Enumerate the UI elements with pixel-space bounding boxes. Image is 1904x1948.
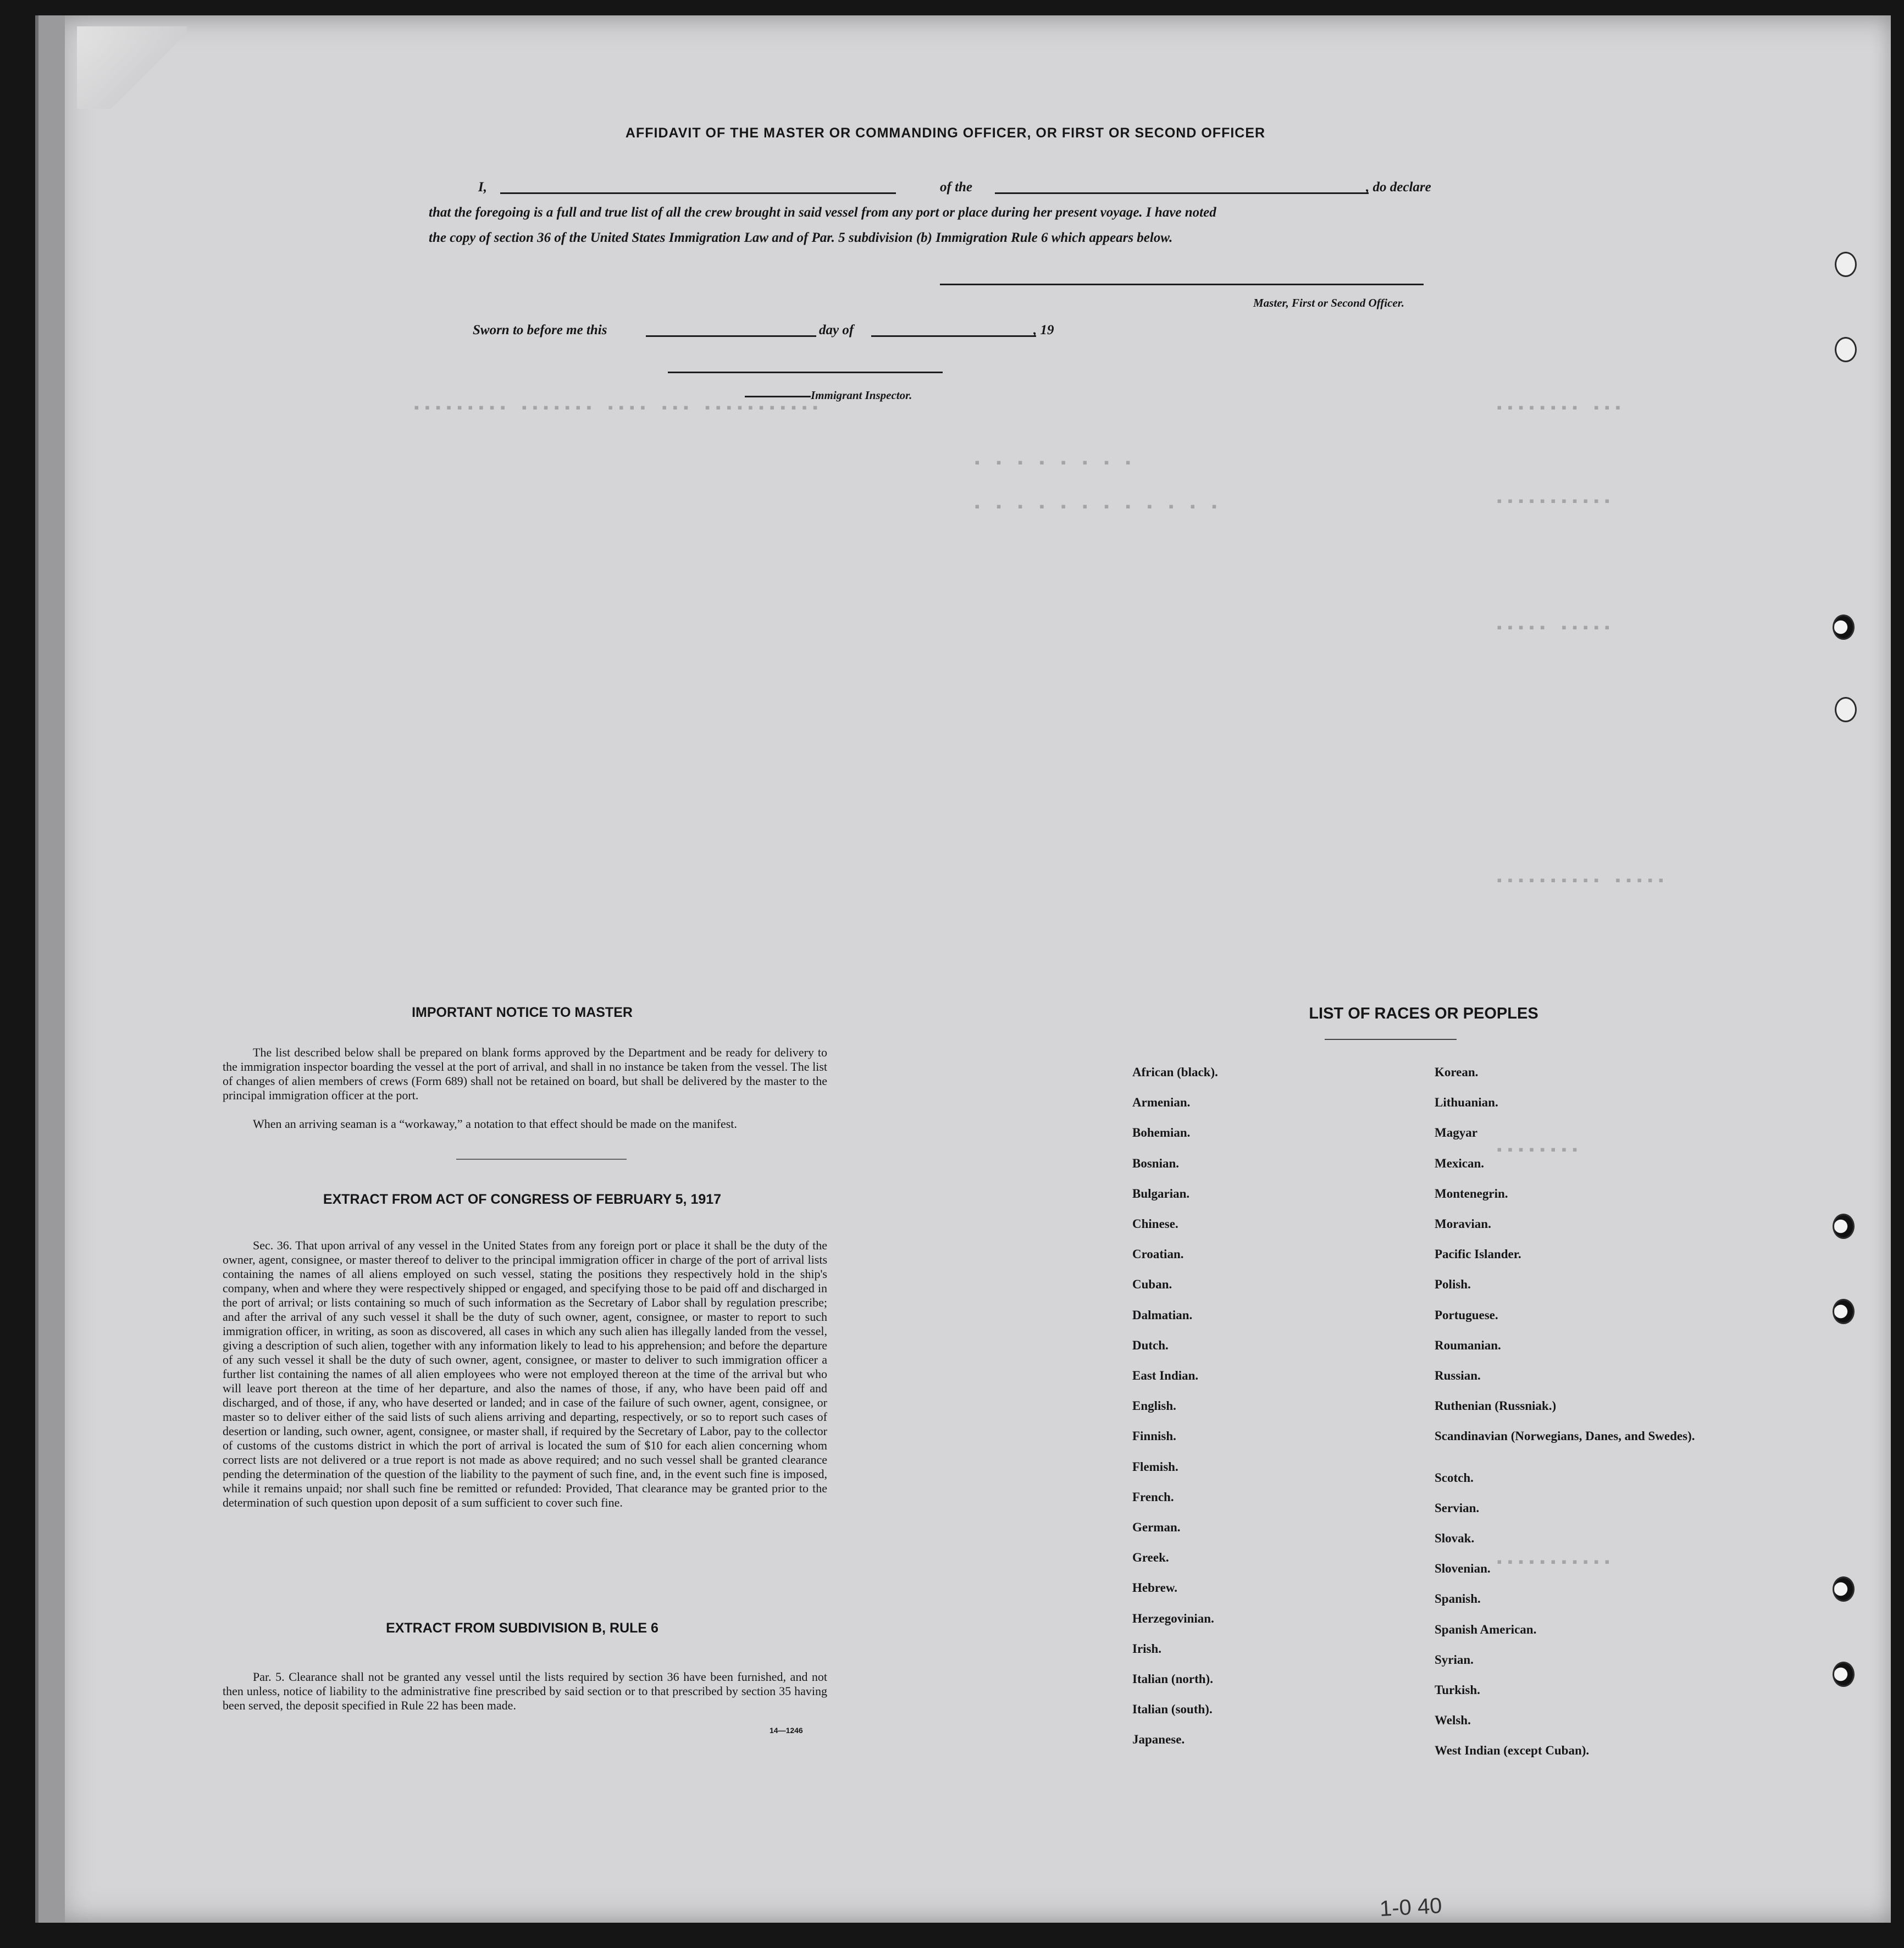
divider xyxy=(1325,1039,1457,1040)
race-list-item: Ruthenian (Russniak.) xyxy=(1435,1399,1557,1413)
race-list-item: Russian. xyxy=(1435,1369,1481,1382)
race-list-item: Syrian. xyxy=(1435,1652,1474,1667)
race-list-item: Moravian. xyxy=(1435,1217,1491,1231)
race-list-item: Greek. xyxy=(1132,1551,1169,1565)
race-list-item: Scandinavian (Norwegians, Danes, and Swedes). xyxy=(1435,1429,1695,1443)
sworn-month-line xyxy=(871,335,1036,337)
race-list-item: French. xyxy=(1132,1490,1174,1504)
affidavit-i: I, xyxy=(478,180,487,195)
race-list-item: West Indian (except Cuban). xyxy=(1435,1744,1590,1758)
extract-rule-title: EXTRACT FROM SUBDIVISION B, RULE 6 xyxy=(386,1620,658,1636)
inspector-label: Immigrant Inspector. xyxy=(811,389,912,402)
extract-act-title: EXTRACT FROM ACT OF CONGRESS OF FEBRUARY 5, 1917 xyxy=(323,1192,722,1207)
corner-stamp xyxy=(77,26,187,109)
handwritten-mark: 1-0 40 xyxy=(1379,1894,1443,1921)
race-list-item: Portuguese. xyxy=(1435,1308,1498,1322)
race-list-item: Armenian. xyxy=(1132,1095,1191,1110)
sworn-year-prefix: , 19 xyxy=(1033,323,1054,337)
race-list-item: Scotch. xyxy=(1435,1470,1474,1485)
form-number: 14—1246 xyxy=(770,1726,803,1735)
race-list-item: Bosnian. xyxy=(1132,1156,1180,1170)
race-list-item: Dalmatian. xyxy=(1132,1308,1193,1322)
punch-hole-icon xyxy=(1833,1576,1855,1602)
inspector-short-line xyxy=(745,396,811,397)
notice-paragraph-1: The list described below shall be prepared on blank forms approved by the Department and be ready for delivery to the immigration inspector boarding the vessel at the port of arrival, and shall in no instance be taken from the vessel. The list of changes of alien members of crews (Form 689) shall not be retained on board, but shall be delivered by the master to the principal immigration officer at the port. xyxy=(223,1045,827,1102)
race-list-item: Roumanian. xyxy=(1435,1338,1501,1352)
race-list-item: Bulgarian. xyxy=(1132,1186,1190,1200)
race-list-item: Chinese. xyxy=(1132,1217,1178,1231)
race-list-item: Welsh. xyxy=(1435,1713,1471,1728)
vessel-blank-line xyxy=(995,192,1369,194)
race-list-item: Hebrew. xyxy=(1132,1581,1177,1595)
notice-title: IMPORTANT NOTICE TO MASTER xyxy=(412,1005,633,1020)
punch-hole-icon xyxy=(1835,337,1857,362)
race-list-item: Herzegovinian. xyxy=(1132,1611,1214,1625)
race-list-item: Bohemian. xyxy=(1132,1126,1191,1140)
race-list-item: Slovak. xyxy=(1435,1531,1475,1545)
race-list-item: Spanish. xyxy=(1435,1592,1481,1606)
race-list-item: Japanese. xyxy=(1132,1733,1185,1747)
race-list-item: Polish. xyxy=(1435,1277,1471,1292)
affidavit-of-the: of the xyxy=(940,180,973,195)
race-list-item: Flemish. xyxy=(1132,1459,1178,1474)
sworn-day-of: day of xyxy=(819,323,854,337)
sworn-text: Sworn to before me this xyxy=(473,323,607,337)
notice-paragraph-2: When an arriving seaman is a “workaway,” a notation to that effect should be made on the manifest. xyxy=(253,1117,737,1131)
race-list-item: Mexican. xyxy=(1435,1156,1485,1170)
punch-hole-icon xyxy=(1833,615,1855,640)
race-list-item: Pacific Islander. xyxy=(1435,1247,1521,1261)
race-list-item: Lithuanian. xyxy=(1435,1095,1498,1110)
divider xyxy=(456,1159,627,1160)
extract-rule-body: Par. 5. Clearance shall not be granted any vessel until the lists required by section 36 have been furnished, and not then unless, notice of liability to the administrative fine prescribed by said section or to that prescribed by section 35 having been served, the deposit specified in Rule 22 has been made. xyxy=(223,1670,827,1712)
punch-hole-icon xyxy=(1835,697,1857,722)
race-list-item: Italian (north). xyxy=(1132,1672,1213,1686)
document-sheet: ▪▪▪▪▪▪▪▪▪ ▪▪▪▪▪▪▪ ▪▪▪▪ ▪▪▪ ▪▪▪▪▪▪▪▪▪▪▪ ▪ ▪ ▪ ▪ ▪ ▪ ▪ ▪ ▪ ▪ ▪ ▪ ▪ ▪ ▪ ▪ ▪ ▪ ▪ ▪ ▪▪▪▪▪▪▪▪ ▪▪▪ ▪▪▪▪▪▪▪▪▪▪▪ ▪▪▪▪▪ ▪▪▪▪▪ ▪▪▪▪▪▪▪▪▪▪ ▪▪▪▪▪ ▪▪▪▪▪▪▪▪ ▪▪▪▪▪▪▪▪▪▪▪ AFFIDAVIT OF THE MASTER OR COMMANDING OFFICER, OR FIRST OR SECOND OFFICER I, of the , do declare that the foregoing is a full and true list of all the crew brought in said vessel from any port or place during her present voyage. I have noted the copy of section 36 of the United States Immigration Law and of Par. 5 subdivision (b) Immigration Rule 6 which appears below. Master, First or Second Officer. Sworn to before me this day of , 19 Immigrant Inspector. IMPORTANT NOTICE TO MASTER The list described below shall be prepared on blank forms approved by the Department and be ready for delivery to the immigration inspector boarding the vessel at the port of arrival, and shall in no instance be taken from the vessel. The list of changes of alien members of crews (Form 689) shall not be retained on board, but shall be delivered by the master to the principal immigration officer at the port. When an arriving seaman is a “workaway,” a notation to that effect should be made on the manifest. EXTRACT FROM ACT OF CONGRESS OF FEBRUARY 5, 1917 Sec. 36. That upon arrival of any vessel in the United States from any foreign port or place it shall be the duty of the owner, agent, consignee, or master thereof to deliver to the principal immigration officer in charge of the port of arrival lists containing the names of all aliens employed on such vessel, stating the positions they respectively hold in the ship's company, when and where they were respectively shipped or engaged, and specifying those to be paid off and discharged in the port of arrival; or lists containing so much of such information as the Secretary of Labor shall by regulation prescribe; and after the arrival of any such vessel it shall be the duty of such owner, agent, consignee, or master to report to such immigration officer, in writing, as soon as discovered, all cases in which any such alien has illegally landed from the vessel, giving a description of such alien, together with any information likely to lead to his apprehension; and before the departure of any such vessel it shall be the duty of such owner, agent, consignee, or master to deliver to such immigration officer a further list containing the names of all alien employees who were not employed thereon at the time of the arrival but who will leave port thereon at the time of her departure, and also the names of those, if any, who have been paid off and discharged, and of those, if any, who have deserted or landed; and in case of the failure of such owner, agent, consignee, or master so to deliver either of the said lists of such aliens arriving and departing, respectively, or so to report such cases of desertion or landing, such owner, agent, consignee, or master shall, if required by the Secretary of Labor, pay to the collector of customs of the customs district in which the port of arrival is located the sum of $10 for each alien concerning whom correct lists are not delivered or a true report is not made as above required; and no such vessel shall be granted clearance pending the determination of the question of the liability to the payment of such fine, and, in the event such fine is imposed, while it remains unpaid; nor shall such fine be remitted or refunded: Provided, That clearance may be granted prior to the determination of such question upon deposit of a sum sufficient to cover such fine. EXTRACT FROM SUBDIVISION B, RULE 6 Par. 5. Clearance shall not be granted any vessel until the lists required by section 36 have been furnished, and not then unless, notice of liability to the administrative fine prescribed by said section or to that prescribed by section 35 having been served, the deposit specified in Rule 22 has been made. 14—1246 LIST OF RACES OR PEOPLES African (black). Armenian. Bohemian. Bosnian. Bulgarian. Chinese. Croatian. Cuban. Dalmatian. Dutch. East Indian. English. Finnish. Flemish. French. German. Greek. Hebrew. Herzegovinian. Irish. Italian (north). Italian (south). Japanese. Korean. Lithuanian. Magyar Mexican. Montenegrin. Moravian. Pacific Islander. Polish. Portuguese. Roumanian. Russian. Ruthenian (Russniak.) Scandinavian (Norwegians, Danes, and Swedes). Scotch. Servian. Slovak. Slovenian. Spanish. Spanish American. Syrian. Turkish. Welsh. West Indian (except Cuban). 1-0 40 xyxy=(35,15,1891,1923)
races-title: LIST OF RACES OR PEOPLES xyxy=(1309,1005,1538,1022)
race-list-item: English. xyxy=(1132,1399,1176,1413)
affidavit-title: AFFIDAVIT OF THE MASTER OR COMMANDING OFFICER, OR FIRST OR SECOND OFFICER xyxy=(625,125,1266,141)
punch-hole-icon xyxy=(1835,252,1857,277)
race-list-item: Servian. xyxy=(1435,1501,1480,1515)
race-list-item: East Indian. xyxy=(1132,1369,1199,1382)
master-signature-line xyxy=(940,284,1424,285)
race-list-item: Spanish American. xyxy=(1435,1622,1537,1636)
race-list-item: Cuban. xyxy=(1132,1277,1172,1292)
affidavit-line-2: that the foregoing is a full and true list of all the crew brought in said vessel from any port or place during her present voyage. I have noted xyxy=(429,205,1216,220)
race-list-item: Korean. xyxy=(1435,1065,1479,1079)
name-blank-line xyxy=(500,192,896,194)
punch-hole-icon xyxy=(1833,1662,1855,1687)
race-list-item: Finnish. xyxy=(1132,1429,1176,1443)
race-list-item: Dutch. xyxy=(1132,1338,1169,1352)
race-list-item: German. xyxy=(1132,1520,1181,1534)
extract-act-body: Sec. 36. That upon arrival of any vessel in the United States from any foreign port or place it shall be the duty of the owner, agent, consignee, or master thereof to deliver to the principal immigration officer in charge of the port of arrival lists containing the names of all aliens employed on such vessel, stating the positions they respectively hold in the ship's company, when and where they were respectively shipped or engaged, and specifying those to be paid off and discharged in the port of arrival; or lists containing so much of such information as the Secretary of Labor shall by regulation prescribe; and after the arrival of any such vessel it shall be the duty of such owner, agent, consignee, or master to report to such immigration officer, in writing, as soon as discovered, all cases in which any such alien has illegally landed from the vessel, giving a description of such alien, together with any information likely to lead to his apprehension; and before the departure of any such vessel it shall be the duty of such owner, agent, consignee, or master to deliver to such immigration officer a further list containing the names of all alien employees who were not employed thereon at the time of the arrival but who will leave port thereon at the time of her departure, and also the names of those, if any, who have been paid off and discharged, and of those, if any, who have deserted or landed; and in case of the failure of such owner, agent, consignee, or master so to deliver either of the said lists of such aliens arriving and departing, respectively, or so to report such cases of desertion or landing, such owner, agent, consignee, or master shall, if required by the Secretary of Labor, pay to the collector of customs of the customs district in which the port of arrival is located the sum of $10 for each alien concerning whom correct lists are not delivered or a true report is not made as above required; and no such vessel shall be granted clearance pending the determination of the question of the liability to the payment of such fine, and, in the event such fine is imposed, while it remains unpaid; nor shall such fine be remitted or refunded: Provided, That clearance may be granted prior to the determination of such question upon deposit of a sum sufficient to cover such fine. xyxy=(223,1238,827,1509)
race-list-item: Slovenian. xyxy=(1435,1562,1491,1576)
race-list-item: Croatian. xyxy=(1132,1247,1184,1261)
master-signature-label: Master, First or Second Officer. xyxy=(1253,296,1404,309)
page-edge xyxy=(38,15,65,1923)
race-list-item: Irish. xyxy=(1132,1641,1162,1656)
inspector-signature-line xyxy=(668,372,943,373)
sworn-day-line xyxy=(646,335,816,337)
race-list-item: Montenegrin. xyxy=(1435,1186,1508,1200)
punch-hole-icon xyxy=(1833,1214,1855,1239)
race-list-item: Magyar xyxy=(1435,1126,1477,1140)
race-list-item: Turkish. xyxy=(1435,1683,1480,1697)
affidavit-do-declare: , do declare xyxy=(1366,180,1431,195)
affidavit-line-3: the copy of section 36 of the United States Immigration Law and of Par. 5 subdivision (b) Immigration Rule 6 which appears below. xyxy=(429,230,1173,245)
punch-hole-icon xyxy=(1833,1299,1855,1324)
race-list-item: African (black). xyxy=(1132,1065,1218,1079)
race-list-item: Italian (south). xyxy=(1132,1702,1213,1717)
